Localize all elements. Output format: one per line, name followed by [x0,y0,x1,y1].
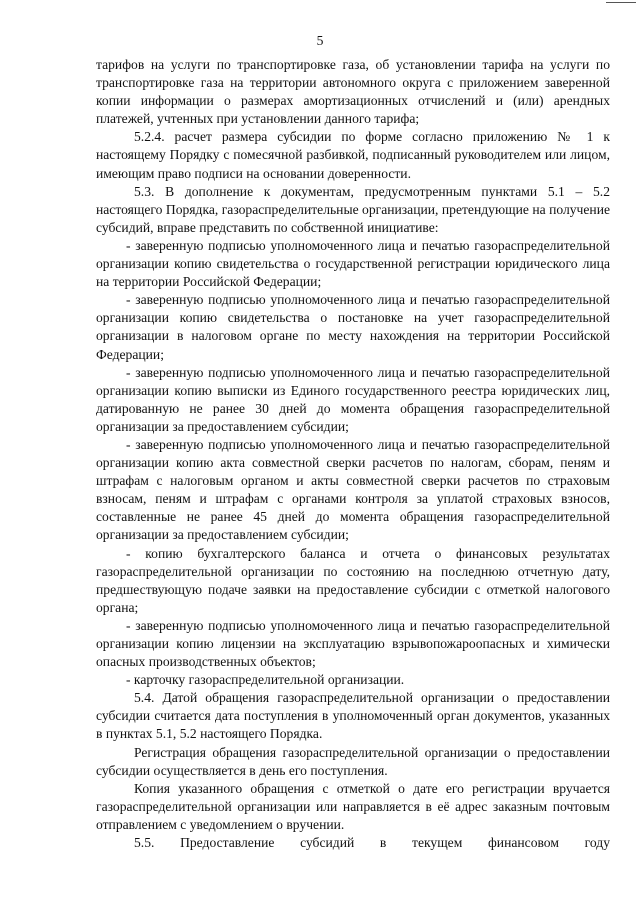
list-item-registration-certificate: - заверенную подписью уполномоченного лица и печатью газораспределительной организации копию свидетельства о государственной регистрации юридического лица на территории Российской Федерации; [96,237,610,290]
document-body [96,56,610,852]
paragraph-copy-delivery: Копия указанного обращения с отметкой о дате его регистрации вручается газораспределительной организации или направляется в её адрес заказным почтовым отправлением с уведомлением о вручении. [96,780,610,832]
paragraph-registration: Регистрация обращения газораспределительной организации о предоставлении субсидии осуществляется в день его поступления. [96,744,610,778]
paragraph-5-5: 5.5. Предоставление субсидий в текущем финансовом году [134,835,610,851]
paragraph-5-3: 5.3. В дополнение к документам, предусмотренным пунктами 5.1 – 5.2 настоящего Порядка, газораспределительные организации, претендующие на получение субсидий, вправе представить по собственной инициативе: [96,183,610,235]
list-item-reconciliation-act: - заверенную подписью уполномоченного лица и печатью газораспределительной организации копию акта совместной сверки расчетов по налогам, сборам, пеням и штрафам с налоговым органом и акты совместной сверки расчетов по страховым взносам, пеням и штрафам с органами контроля за уплатой страховых взносов, составленные не ранее 45 дней до момента обращения газораспределительной организации за предоставлением субсидии; [96,436,610,543]
paragraph-5-2-4: 5.2.4. расчет размера субсидии по форме согласно приложению № 1 к настоящему Порядку с помесячной разбивкой, подписанный руководителем или лицом, имеющим право подписи на основании доверенности. [96,129,610,181]
scan-mark [606,2,636,6]
paragraph-5-4: 5.4. Датой обращения газораспределительной организации о предоставлении субсидии считается дата поступления в уполномоченный орган документов, указанных в пунктах 5.1, 5.2 настоящего Порядка. [96,690,610,742]
list-item-balance-sheet: - копию бухгалтерского баланса и отчета о финансовых результатах газораспределительной организации по состоянию на последнюю отчетную дату, предшествующую подаче заявки на предоставление субсидии с отметкой налогового органа; [96,545,610,615]
list-item-license: - заверенную подписью уполномоченного лица и печатью газораспределительной организации копию лицензии на эксплуатацию взрывопожароопасных и химически опасных производственных объектов; [96,617,610,670]
paragraph-tariffs-continuation: тарифов на услуги по транспортировке газа, об установлении тарифа на услуги по транспортировке газа на территории автономного округа с приложением заверенной копии информации о размерах амортизационных отчислений и (или) арендных платежей, учтенных при установлении данного тарифа; [96,57,610,127]
page-number: 5 [316,33,324,48]
list-item-tax-registration: - заверенную подписью уполномоченного лица и печатью газораспределительной организации копию свидетельства о постановке на учет газораспределительной организации в налоговом органе по месту нахождения на территории Российской Федерации; [96,292,610,362]
list-item-egrul-extract: - заверенную подписью уполномоченного лица и печатью газораспределительной организации копию выписки из Единого государственного реестра юридических лиц, датированную не ранее 30 дней до момента обращения газораспределительной организации за предоставлением субсидии; [96,364,610,434]
list-item-company-card: - карточку газораспределительной организации. [126,672,405,688]
